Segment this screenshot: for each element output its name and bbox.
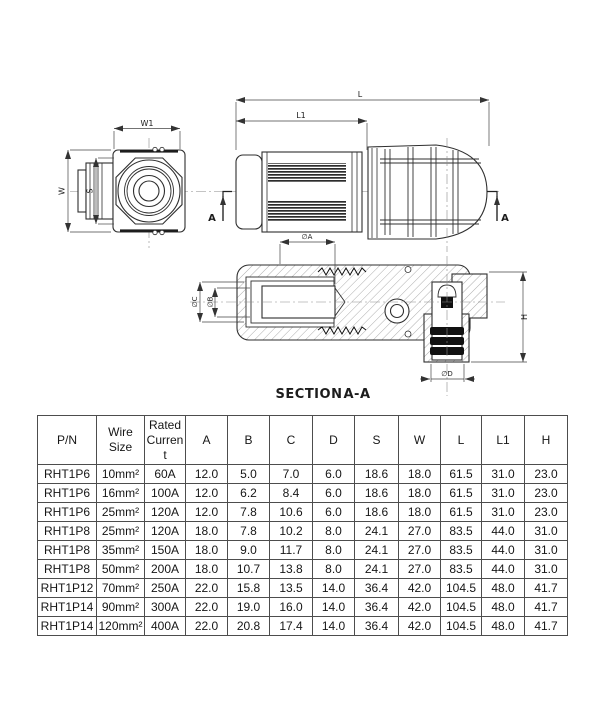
- section-title-id: A-A: [343, 387, 371, 402]
- cell-l: 104.5: [441, 617, 482, 636]
- cell-l: 61.5: [441, 465, 482, 484]
- cell-a: 18.0: [186, 541, 228, 560]
- cell-rated-current: 100A: [145, 484, 186, 503]
- cell-rated-current: 250A: [145, 579, 186, 598]
- dim-label-w1: W1: [140, 119, 154, 128]
- cell-s: 18.6: [355, 465, 399, 484]
- cell-l1: 48.0: [482, 598, 525, 617]
- cell-l1: 31.0: [482, 465, 525, 484]
- table-row: [38, 522, 568, 541]
- cell-l: 83.5: [441, 560, 482, 579]
- cell-h: 41.7: [525, 617, 568, 636]
- cell-s: 24.1: [355, 560, 399, 579]
- table-row: [38, 484, 568, 503]
- cell-pn: RHT1P6: [38, 484, 97, 503]
- cell-wire-size: 16mm²: [97, 484, 145, 503]
- cell-pn: RHT1P12: [38, 579, 97, 598]
- cell-l1: 48.0: [482, 617, 525, 636]
- cell-a: 18.0: [186, 560, 228, 579]
- cell-h: 23.0: [525, 503, 568, 522]
- cell-l: 83.5: [441, 541, 482, 560]
- cell-s: 36.4: [355, 579, 399, 598]
- col-header-h: H: [525, 416, 568, 465]
- table-row: [38, 465, 568, 484]
- cell-w: 18.0: [399, 503, 441, 522]
- cell-h: 23.0: [525, 465, 568, 484]
- cell-h: 23.0: [525, 484, 568, 503]
- cell-c: 11.7: [270, 541, 313, 560]
- cell-w: 27.0: [399, 522, 441, 541]
- cell-d: 6.0: [313, 503, 355, 522]
- cell-c: 13.8: [270, 560, 313, 579]
- cell-d: 8.0: [313, 522, 355, 541]
- cell-b: 10.7: [228, 560, 270, 579]
- col-header-s: S: [355, 416, 399, 465]
- dim-label-dia-b: ∅B: [206, 296, 215, 308]
- cell-d: 14.0: [313, 579, 355, 598]
- cell-wire-size: 120mm²: [97, 617, 145, 636]
- cell-l1: 31.0: [482, 503, 525, 522]
- cell-b: 5.0: [228, 465, 270, 484]
- cell-c: 7.0: [270, 465, 313, 484]
- cell-c: 8.4: [270, 484, 313, 503]
- col-header-pn: P/N: [38, 416, 97, 465]
- cell-rated-current: 120A: [145, 503, 186, 522]
- col-header-a: A: [186, 416, 228, 465]
- cell-l: 104.5: [441, 598, 482, 617]
- cell-a: 22.0: [186, 598, 228, 617]
- cell-w: 42.0: [399, 579, 441, 598]
- dim-label-h: H: [520, 313, 529, 321]
- cell-rated-current: 200A: [145, 560, 186, 579]
- cell-l: 61.5: [441, 503, 482, 522]
- cell-rated-current: 150A: [145, 541, 186, 560]
- cell-w: 27.0: [399, 560, 441, 579]
- cell-s: 36.4: [355, 617, 399, 636]
- cell-pn: RHT1P8: [38, 560, 97, 579]
- cell-h: 41.7: [525, 579, 568, 598]
- col-header-c: C: [270, 416, 313, 465]
- cell-w: 27.0: [399, 541, 441, 560]
- cell-h: 31.0: [525, 541, 568, 560]
- cell-l1: 44.0: [482, 560, 525, 579]
- col-header-rated-current: Rated Current: [145, 416, 186, 465]
- col-header-wire-size: Wire Size: [97, 416, 145, 465]
- cell-rated-current: 300A: [145, 598, 186, 617]
- section-arrow-label-right: A: [501, 213, 509, 224]
- dim-label-s: S: [85, 188, 95, 194]
- col-header-d: D: [313, 416, 355, 465]
- cell-l1: 44.0: [482, 541, 525, 560]
- cell-wire-size: 90mm²: [97, 598, 145, 617]
- cell-pn: RHT1P6: [38, 503, 97, 522]
- cell-b: 20.8: [228, 617, 270, 636]
- cell-l: 61.5: [441, 484, 482, 503]
- section-view: [190, 256, 505, 396]
- cell-d: 8.0: [313, 541, 355, 560]
- dim-label-l: L: [357, 90, 363, 99]
- cell-c: 17.4: [270, 617, 313, 636]
- cell-l1: 44.0: [482, 522, 525, 541]
- cell-a: 12.0: [186, 484, 228, 503]
- cell-b: 15.8: [228, 579, 270, 598]
- cell-l1: 31.0: [482, 484, 525, 503]
- cell-a: 12.0: [186, 503, 228, 522]
- cell-l: 83.5: [441, 522, 482, 541]
- cell-s: 24.1: [355, 541, 399, 560]
- cell-h: 41.7: [525, 598, 568, 617]
- spec-table: [37, 415, 568, 636]
- spec-table-header: [38, 416, 568, 465]
- dim-label-w: W: [57, 187, 67, 195]
- spec-table-body: [38, 465, 568, 636]
- cell-pn: RHT1P8: [38, 541, 97, 560]
- gland-nut-octagon: [116, 158, 182, 224]
- cell-a: 22.0: [186, 617, 228, 636]
- cell-pn: RHT1P14: [38, 598, 97, 617]
- cell-a: 22.0: [186, 579, 228, 598]
- cell-d: 6.0: [313, 484, 355, 503]
- cell-d: 6.0: [313, 465, 355, 484]
- col-header-l: L: [441, 416, 482, 465]
- cell-wire-size: 70mm²: [97, 579, 145, 598]
- cell-rated-current: 400A: [145, 617, 186, 636]
- cell-c: 10.6: [270, 503, 313, 522]
- top-view-dimensions: [236, 100, 489, 150]
- cell-h: 31.0: [525, 522, 568, 541]
- col-header-b: B: [228, 416, 270, 465]
- dim-label-l1: L1: [296, 111, 306, 120]
- table-row: [38, 503, 568, 522]
- cell-s: 36.4: [355, 598, 399, 617]
- col-header-l1: L1: [482, 416, 525, 465]
- cell-d: 14.0: [313, 598, 355, 617]
- cell-s: 18.6: [355, 503, 399, 522]
- cell-a: 12.0: [186, 465, 228, 484]
- cell-w: 18.0: [399, 465, 441, 484]
- cell-s: 18.6: [355, 484, 399, 503]
- section-arrow-label-left: A: [208, 213, 216, 224]
- cell-pn: RHT1P8: [38, 522, 97, 541]
- section-title-word: SECTION: [275, 387, 343, 402]
- dim-label-dia-d: ∅D: [441, 370, 453, 378]
- table-row: [38, 541, 568, 560]
- table-row: [38, 579, 568, 598]
- cell-wire-size: 10mm²: [97, 465, 145, 484]
- cell-wire-size: 25mm²: [97, 503, 145, 522]
- cell-b: 7.8: [228, 522, 270, 541]
- cell-s: 24.1: [355, 522, 399, 541]
- top-view: [236, 138, 487, 252]
- cell-d: 14.0: [313, 617, 355, 636]
- cell-c: 10.2: [270, 522, 313, 541]
- table-row: [38, 598, 568, 617]
- cell-b: 19.0: [228, 598, 270, 617]
- cell-w: 18.0: [399, 484, 441, 503]
- table-row: [38, 560, 568, 579]
- cell-wire-size: 35mm²: [97, 541, 145, 560]
- cell-rated-current: 60A: [145, 465, 186, 484]
- cell-pn: RHT1P14: [38, 617, 97, 636]
- cell-rated-current: 120A: [145, 522, 186, 541]
- cell-l: 104.5: [441, 579, 482, 598]
- table-row: [38, 617, 568, 636]
- col-header-w: W: [399, 416, 441, 465]
- cell-w: 42.0: [399, 598, 441, 617]
- cell-c: 13.5: [270, 579, 313, 598]
- dim-label-dia-a: ∅A: [301, 233, 313, 241]
- cell-pn: RHT1P6: [38, 465, 97, 484]
- cell-c: 16.0: [270, 598, 313, 617]
- cell-b: 9.0: [228, 541, 270, 560]
- cell-wire-size: 50mm²: [97, 560, 145, 579]
- cell-wire-size: 25mm²: [97, 522, 145, 541]
- cell-a: 18.0: [186, 522, 228, 541]
- cell-d: 8.0: [313, 560, 355, 579]
- cell-b: 6.2: [228, 484, 270, 503]
- cell-b: 7.8: [228, 503, 270, 522]
- dim-label-dia-c: ∅C: [191, 296, 199, 308]
- cell-l1: 48.0: [482, 579, 525, 598]
- cell-h: 31.0: [525, 560, 568, 579]
- cell-w: 42.0: [399, 617, 441, 636]
